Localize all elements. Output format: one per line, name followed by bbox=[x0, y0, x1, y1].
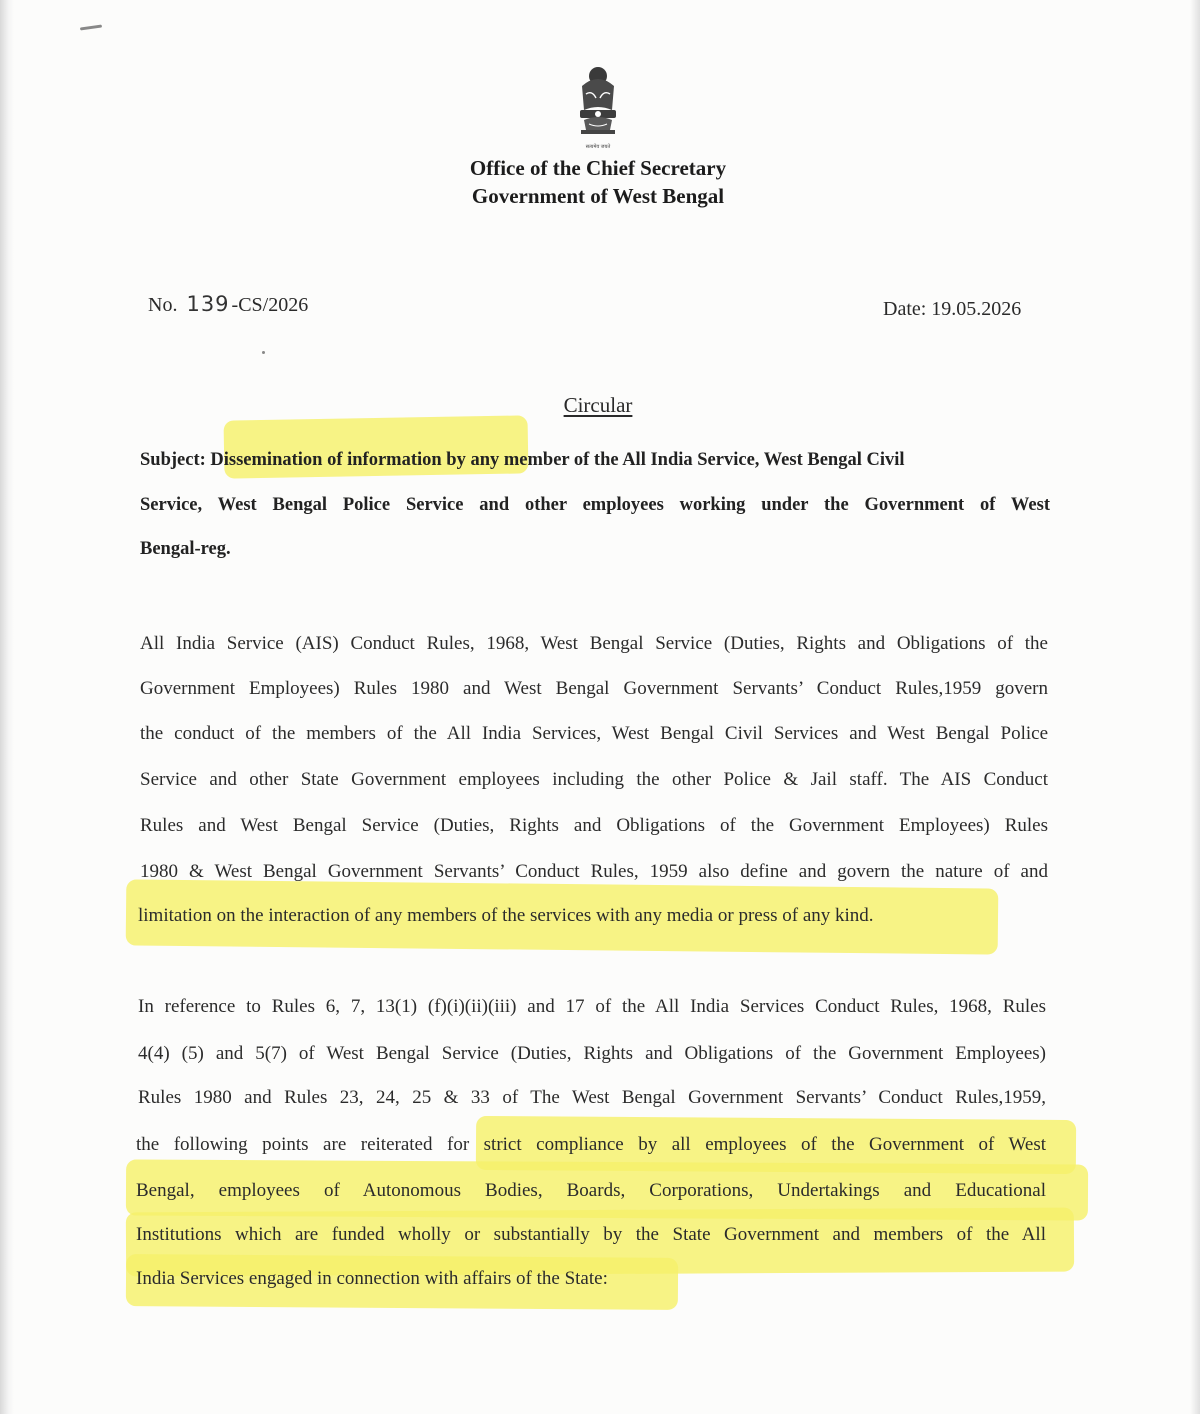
para1-line-highlighted: limitation on the interaction of any members of the services with any media or press of any kind. bbox=[138, 905, 874, 926]
para1-line: All India Service (AIS) Conduct Rules, 1968, West Bengal Service (Duties, Rights and Obligations of the bbox=[140, 633, 1048, 654]
para1-line: 1980 & West Bengal Government Servants’ Conduct Rules, 1959 also define and govern the nature of and bbox=[140, 861, 1048, 882]
para2-line: Bengal, employees of Autonomous Bodies, Boards, Corporations, Undertakings and Educational bbox=[136, 1180, 1046, 1201]
para1-line: Service and other State Government employees including the other Police & Jail staff. The AIS Conduct bbox=[140, 769, 1048, 790]
para2-line: Rules 1980 and Rules 23, 24, 25 & 33 of The West Bengal Government Servants’ Conduct Rules,1959, bbox=[138, 1087, 1046, 1108]
reference-suffix: -CS/2026 bbox=[231, 294, 309, 316]
subject-line-3: Bengal-reg. bbox=[140, 539, 231, 559]
reference-prefix: No. bbox=[148, 294, 178, 316]
government-title: Government of West Bengal bbox=[471, 184, 725, 208]
para1-line: Government Employees) Rules 1980 and West Bengal Government Servants’ Conduct Rules,1959 govern bbox=[140, 678, 1048, 699]
page-shadow-right bbox=[1190, 0, 1200, 1414]
page-shadow-left bbox=[0, 0, 14, 1414]
speck bbox=[262, 351, 265, 354]
subject-highlighted-text: Dissemination of information by bbox=[210, 450, 466, 470]
subject-text-1: any member of the All India Service, West Bengal Civil bbox=[470, 450, 905, 470]
para1-line: Rules and West Bengal Service (Duties, Rights and Obligations of the Government Employees) Rules bbox=[140, 815, 1048, 836]
para2-line: Institutions which are funded wholly or substantially by the State Government and members of the All bbox=[136, 1224, 1046, 1245]
para2-line: 4(4) (5) and 5(7) of West Bengal Service (Duties, Rights and Obligations of the Government Employees) bbox=[138, 1043, 1046, 1064]
office-title: Office of the Chief Secretary bbox=[469, 156, 727, 180]
para2-line: In reference to Rules 6, 7, 13(1) (f)(i)(ii)(iii) and 17 of the All India Services Conduct Rules, 1968, Rules bbox=[138, 996, 1046, 1017]
circular-heading: Circular bbox=[563, 393, 633, 417]
circular-date: Date: 19.05.2026 bbox=[883, 298, 1022, 320]
national-emblem-icon bbox=[572, 64, 624, 156]
reference-number bbox=[148, 292, 308, 317]
subject-label: Subject: bbox=[140, 450, 206, 470]
para2-line: India Services engaged in connection with affairs of the State: bbox=[136, 1268, 608, 1289]
subject-line-1 bbox=[140, 450, 905, 471]
para1-line: the conduct of the members of the All India Services, West Bengal Civil Services and West Bengal Police bbox=[140, 723, 1048, 744]
handwritten-number: 139 bbox=[186, 292, 230, 316]
pen-mark bbox=[80, 24, 102, 30]
para2-line: the following points are reiterated for strict compliance by all employees of the Government of West bbox=[136, 1134, 1046, 1155]
subject-line-2: Service, West Bengal Police Service and other employees working under the Government of West bbox=[140, 495, 1050, 515]
emblem-caption: सत्यमेव जयते bbox=[585, 144, 611, 150]
